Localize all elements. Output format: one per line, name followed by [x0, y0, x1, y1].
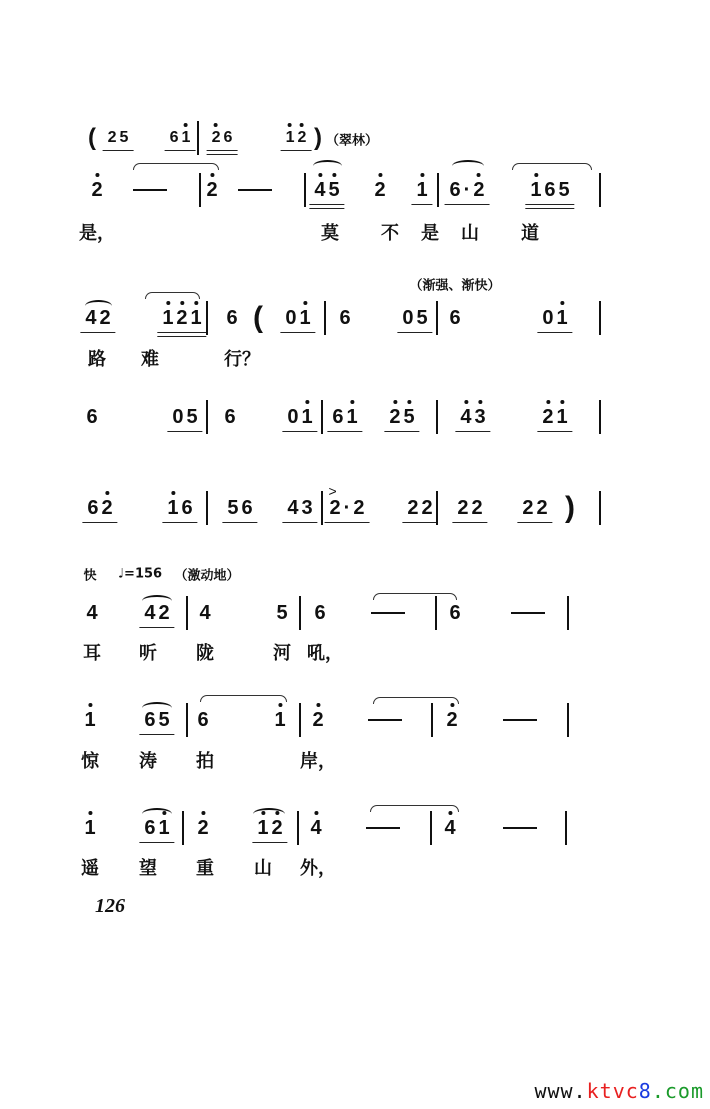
tie-line [200, 695, 287, 702]
underline [282, 431, 317, 432]
sustain-dash [238, 189, 272, 191]
lyric-char: 听 [139, 643, 157, 664]
note-digits: 43 [287, 497, 316, 519]
parenthesis: ) [314, 124, 322, 151]
octave-dot-icon [300, 123, 304, 127]
underline [517, 522, 552, 523]
underline [455, 431, 490, 432]
note-digits: 12 [285, 129, 310, 146]
underline [207, 154, 238, 155]
underline [207, 150, 238, 151]
slur-arc [142, 808, 172, 820]
lyric-char: 是 [421, 223, 439, 244]
underline [309, 204, 344, 205]
underline [167, 431, 202, 432]
note-digits: 01 [542, 307, 571, 329]
barline [321, 491, 323, 525]
tie-line [373, 697, 459, 704]
note-group [84, 498, 115, 518]
barline [436, 400, 438, 434]
note-digits: 2 [91, 179, 106, 201]
note-group [447, 180, 488, 200]
note-group [169, 407, 200, 427]
lyric-char: 不 [381, 223, 399, 244]
barline [304, 173, 306, 207]
underline [397, 332, 432, 333]
note-digits: 61 [169, 129, 194, 146]
octave-dot-icon [278, 703, 282, 707]
sustain-dash [366, 827, 400, 829]
note-group [311, 180, 342, 200]
note-digits: 4 [310, 817, 325, 839]
slur-arc [142, 702, 172, 714]
note-group [519, 498, 550, 518]
note-group [336, 308, 353, 328]
note-digits: 01 [285, 307, 314, 329]
note-group [446, 308, 463, 328]
underline [384, 431, 419, 432]
octave-dot-icon [350, 400, 354, 404]
expression-annotation: （渐强、渐快） [409, 278, 501, 294]
barline [297, 811, 299, 845]
slur-arc [253, 808, 285, 820]
note-digits: 4 [444, 817, 459, 839]
note-digits: 6·2 [449, 179, 488, 201]
underline [103, 150, 134, 151]
note-group [223, 308, 240, 328]
barline [197, 121, 199, 155]
octave-dot-icon [477, 173, 481, 177]
octave-dot-icon [288, 123, 292, 127]
lyric-char: 难 [141, 349, 159, 370]
underline [325, 522, 370, 523]
note-group [273, 603, 290, 623]
note-group [527, 180, 572, 200]
parenthesis: ) [565, 491, 575, 524]
note-digits: 25 [107, 129, 132, 146]
tie-line [373, 593, 457, 600]
note-group [159, 308, 204, 328]
note-group [284, 498, 315, 518]
octave-dot-icon [332, 173, 336, 177]
lyric-char: 陇 [196, 643, 214, 664]
octave-dot-icon [560, 400, 564, 404]
octave-dot-icon [560, 301, 564, 305]
slur-arc [452, 160, 484, 172]
underline [327, 431, 362, 432]
underline [139, 842, 174, 843]
lyric-char: 外， [300, 858, 336, 879]
octave-dot-icon [214, 123, 218, 127]
tie-line [370, 805, 459, 812]
octave-dot-icon [210, 173, 214, 177]
note-group [164, 498, 195, 518]
underline [165, 150, 196, 151]
note-digits: 05 [402, 307, 431, 329]
note-digits: 6 [449, 602, 464, 624]
note-group [221, 407, 238, 427]
note-group [196, 603, 213, 623]
note-digits: 165 [530, 179, 573, 201]
note-group [327, 483, 368, 519]
octave-dot-icon [378, 173, 382, 177]
note-group [399, 308, 430, 328]
underline [452, 522, 487, 523]
sustain-dash [503, 827, 537, 829]
barline [206, 400, 208, 434]
underline [280, 332, 315, 333]
note-digits: 25 [389, 406, 418, 428]
tempo-label: 快 [83, 568, 97, 584]
note-group [283, 130, 310, 146]
note-group [446, 603, 463, 623]
lyric-char: 遥 [81, 858, 99, 879]
note-group [539, 407, 570, 427]
lyric-char: 惊 [81, 751, 99, 772]
lyric-char: 行？ [224, 349, 260, 370]
barline [321, 400, 323, 434]
watermark-part: ktvc [586, 1079, 639, 1103]
underline [82, 522, 117, 523]
note-group [194, 818, 211, 838]
note-digits: 2 [446, 709, 461, 731]
note-group [454, 498, 485, 518]
octave-dot-icon [95, 173, 99, 177]
octave-dot-icon [201, 811, 205, 815]
tempo-mark: ♩=156 [117, 566, 163, 582]
note-digits: 42 [85, 307, 114, 329]
note-digits: 6 [197, 709, 212, 731]
note-digits: 22 [522, 497, 551, 519]
watermark-part: .com [651, 1079, 704, 1103]
note-digits: 6 [449, 307, 464, 329]
note-group [254, 818, 285, 838]
note-digits: 6 [226, 307, 241, 329]
octave-dot-icon [478, 400, 482, 404]
note-digits: 4 [199, 602, 214, 624]
note-digits: 1 [84, 817, 99, 839]
accent-mark: > [328, 483, 337, 499]
lyric-char: 莫 [321, 223, 339, 244]
octave-dot-icon [88, 703, 92, 707]
note-digits: 4 [86, 602, 101, 624]
note-group [413, 180, 430, 200]
barline [599, 301, 601, 335]
underline [537, 332, 572, 333]
note-group [309, 710, 326, 730]
barline [206, 301, 208, 335]
note-digits: 05 [172, 406, 201, 428]
barline [430, 811, 432, 845]
barline [324, 301, 326, 335]
octave-dot-icon [166, 301, 170, 305]
slur-arc [313, 160, 342, 172]
note-group [329, 407, 360, 427]
note-digits: 6 [339, 307, 354, 329]
lyric-char: 山 [254, 858, 272, 879]
note-digits: 1 [84, 709, 99, 731]
octave-dot-icon [194, 301, 198, 305]
barline [565, 811, 567, 845]
sustain-dash [368, 719, 402, 721]
barline [182, 811, 184, 845]
underline [402, 522, 437, 523]
underline [309, 208, 344, 209]
octave-dot-icon [105, 491, 109, 495]
watermark [534, 1079, 704, 1103]
note-group [83, 603, 100, 623]
note-digits: 21 [542, 406, 571, 428]
lyric-char: 拍 [196, 751, 214, 772]
note-digits: 45 [314, 179, 343, 201]
underline [222, 522, 257, 523]
octave-dot-icon [464, 400, 468, 404]
note-digits: 2 [197, 817, 212, 839]
note-digits: 6 [224, 406, 239, 428]
barline [199, 173, 201, 207]
note-digits: 61 [144, 817, 173, 839]
lyric-char: 河 [273, 643, 291, 664]
note-digits: 6 [314, 602, 329, 624]
underline [525, 204, 574, 205]
underline [411, 204, 432, 205]
note-digits: 5 [276, 602, 291, 624]
note-group [443, 710, 460, 730]
sustain-dash [371, 612, 405, 614]
note-group [88, 180, 105, 200]
lyric-char: 吼， [307, 643, 343, 664]
slur-arc [142, 595, 172, 607]
octave-dot-icon [180, 301, 184, 305]
underline [157, 336, 206, 337]
note-digits: 65 [144, 709, 173, 731]
note-group [284, 407, 315, 427]
note-group [307, 818, 324, 838]
parenthesis: ( [253, 301, 263, 334]
lyric-char: 是， [79, 223, 115, 244]
underline [537, 431, 572, 432]
octave-dot-icon [303, 301, 307, 305]
barline [599, 173, 601, 207]
octave-dot-icon [171, 491, 175, 495]
tie-line [145, 292, 200, 299]
barline [567, 703, 569, 737]
barline [186, 703, 188, 737]
note-digits: 61 [332, 406, 361, 428]
tie-line [133, 163, 219, 170]
note-digits: 2 [312, 709, 327, 731]
note-group [224, 498, 255, 518]
octave-dot-icon [534, 173, 538, 177]
lyric-char: 道 [521, 223, 539, 244]
barline [436, 301, 438, 335]
note-group [282, 308, 313, 328]
sustain-dash [511, 612, 545, 614]
octave-dot-icon [88, 811, 92, 815]
note-group [209, 130, 236, 146]
lyric-char: 岸， [300, 751, 336, 772]
note-group [167, 130, 194, 146]
barline [599, 400, 601, 434]
underline [445, 204, 490, 205]
underline [80, 332, 115, 333]
barline [299, 596, 301, 630]
lyric-char: 山 [461, 223, 479, 244]
note-group [81, 710, 98, 730]
lyric-char: 耳 [83, 643, 101, 664]
tempo-expression: （激动地） [174, 568, 240, 584]
note-group [105, 130, 132, 146]
note-digits: 26 [211, 129, 236, 146]
parenthesis: ( [88, 124, 96, 151]
note-group [311, 603, 328, 623]
underline [157, 332, 206, 333]
underline [525, 208, 574, 209]
note-digits: 2·2 [329, 497, 368, 519]
note-digits: 22 [407, 497, 436, 519]
octave-dot-icon [184, 123, 188, 127]
octave-dot-icon [407, 400, 411, 404]
underline [162, 522, 197, 523]
barline [186, 596, 188, 630]
note-digits: 2 [206, 179, 221, 201]
sustain-dash [133, 189, 167, 191]
tie-line [512, 163, 592, 170]
lyric-char: 路 [88, 349, 106, 370]
underline [252, 842, 287, 843]
sustain-dash [503, 719, 537, 721]
note-digits: 12 [257, 817, 286, 839]
barline [431, 703, 433, 737]
note-group [81, 818, 98, 838]
note-digits: 22 [457, 497, 486, 519]
note-digits: 42 [144, 602, 173, 624]
page-number: 126 [95, 895, 125, 917]
note-group [271, 710, 288, 730]
note-digits: 43 [460, 406, 489, 428]
octave-dot-icon [420, 173, 424, 177]
octave-dot-icon [546, 400, 550, 404]
octave-dot-icon [316, 703, 320, 707]
barline [299, 703, 301, 737]
barline [437, 173, 439, 207]
note-digits: 121 [162, 307, 205, 329]
barline [567, 596, 569, 630]
slur-arc [85, 300, 112, 312]
barline [436, 491, 438, 525]
lyric-char: 望 [139, 858, 157, 879]
note-digits: 2 [374, 179, 389, 201]
barline [435, 596, 437, 630]
octave-dot-icon [305, 400, 309, 404]
source-annotation: （翠林） [325, 133, 379, 149]
note-digits: 56 [227, 497, 256, 519]
octave-dot-icon [318, 173, 322, 177]
note-group [141, 818, 172, 838]
underline [139, 734, 174, 735]
note-digits: 6 [86, 406, 101, 428]
octave-dot-icon [393, 400, 397, 404]
watermark-part: www. [534, 1079, 587, 1103]
barline [599, 491, 601, 525]
note-group [194, 710, 211, 730]
note-group [404, 498, 435, 518]
note-digits: 01 [287, 406, 316, 428]
note-group [539, 308, 570, 328]
barline [206, 491, 208, 525]
lyric-char: 涛 [139, 751, 157, 772]
note-group [83, 407, 100, 427]
note-group [386, 407, 417, 427]
lyric-char: 重 [196, 858, 214, 879]
underline [281, 150, 312, 151]
note-digits: 1 [416, 179, 431, 201]
note-digits: 62 [87, 497, 116, 519]
note-digits: 1 [274, 709, 289, 731]
note-group [371, 180, 388, 200]
octave-dot-icon [314, 811, 318, 815]
watermark-part: 8 [638, 1079, 652, 1103]
underline [139, 627, 174, 628]
note-group [441, 818, 458, 838]
note-group [203, 180, 220, 200]
underline [282, 522, 317, 523]
note-group [457, 407, 488, 427]
note-digits: 16 [167, 497, 196, 519]
